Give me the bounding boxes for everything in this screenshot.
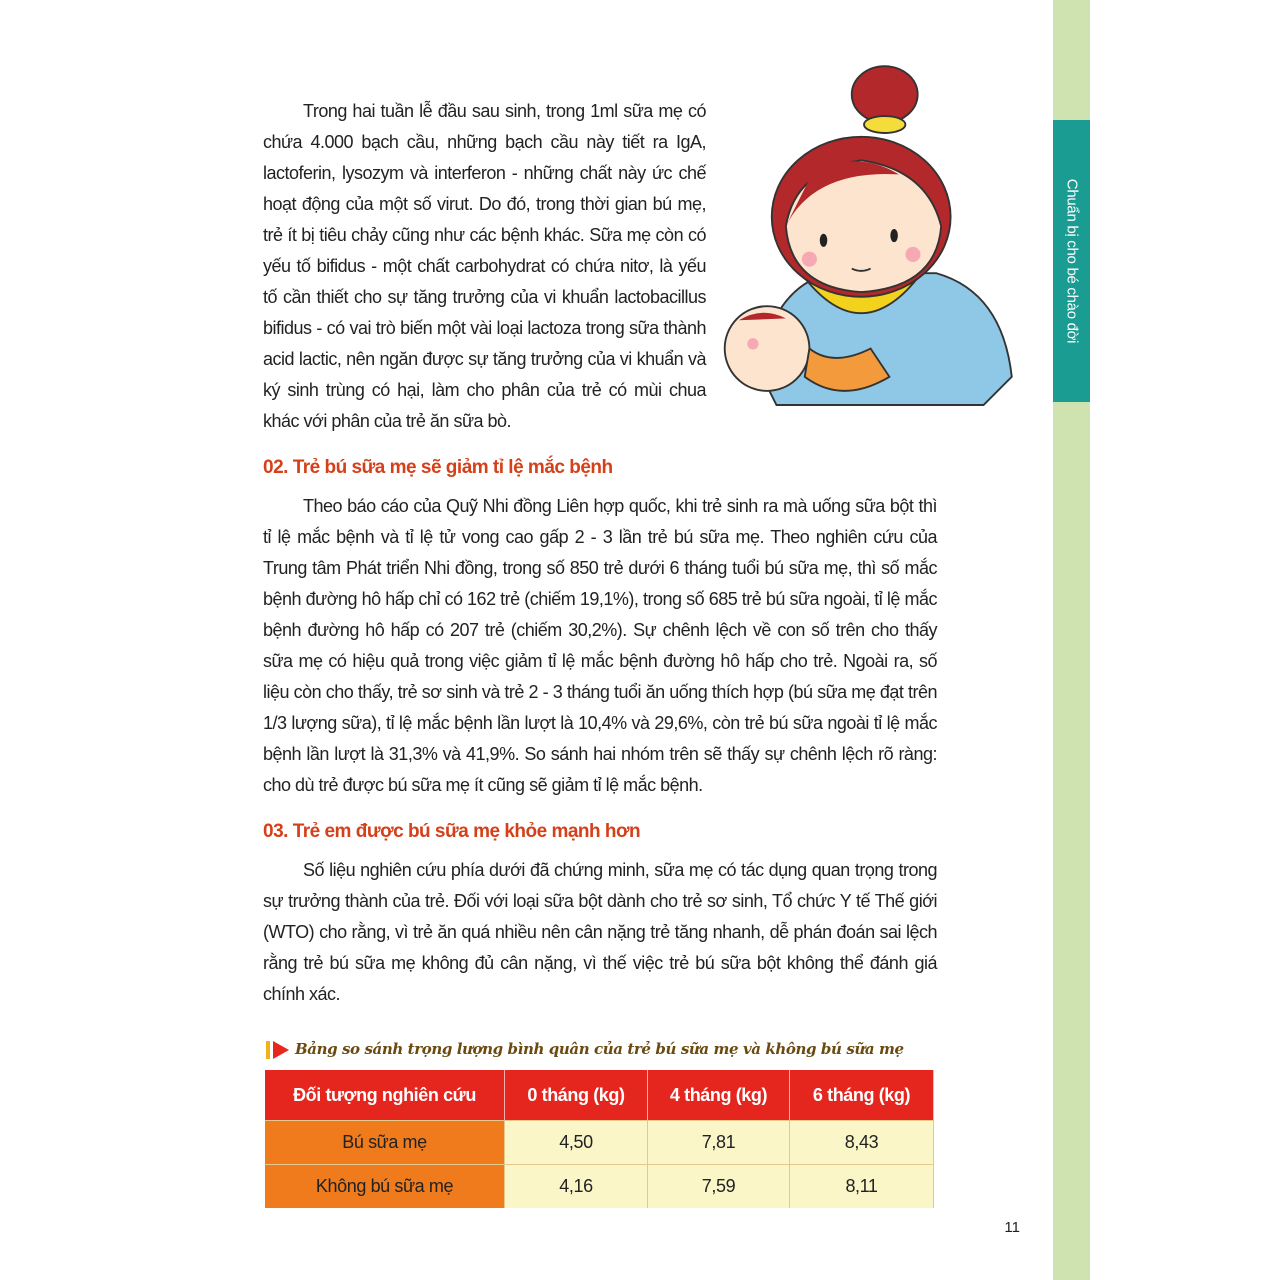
row-header-cell: Không bú sữa mẹ [265, 1165, 505, 1209]
header-cell: 0 tháng (kg) [505, 1070, 648, 1121]
text-line: Theo báo cáo của Quỹ Nhi đồng Liên hợp quốc, khi trẻ sinh ra mà uống sữa bột thì tỉ [263, 496, 937, 547]
text-line: Trong hai tuần lễ đầu sau sinh, trong 1ml sữa mẹ có chứa [263, 101, 706, 152]
weight-comparison-table [265, 1070, 934, 1208]
text-line: tâm Phát triển Nhi đồng, trong số 850 trẻ dưới 6 tháng tuổi bú sữa mẹ, thì số mắc bệnh [263, 558, 937, 609]
text-line: ngăn được sự tăng trưởng của vi khuẩn và ký sinh trùng [263, 349, 706, 400]
text-line: tăng trưởng của vi khuẩn lactobacillus bifidus - có vai trò [263, 287, 706, 338]
content-column [263, 0, 1040, 1238]
text-line: bú sữa mẹ không đủ cân nặng, vì thế việc trẻ bú sữa bột không thể đánh giá chính xác. [263, 953, 937, 1004]
text-line: trưởng thành của trẻ. Đối với loại sữa bột dành cho trẻ sơ sinh, Tổ chức Y tế Thế giới (WTO) [263, 891, 937, 942]
table-header-row [265, 1070, 934, 1121]
table-caption [265, 1038, 1040, 1060]
text-line: lysozym và interferon - những chất này ức chế hoạt động của [263, 163, 706, 214]
chapter-side-tab [1053, 120, 1090, 402]
text-line: đường hô hấp có 207 trẻ (chiếm 30,2%). Sự chênh lệch về con số trên cho thấy sữa mẹ có [263, 620, 937, 671]
text-line: của trẻ ăn sữa bò. [373, 411, 512, 431]
text-line: lượt là 31,3% và 41,9%. So sánh hai nhóm trên sẽ thấy sự chênh lệch rõ ràng: cho dù trẻ [263, 744, 937, 795]
section-03-heading: 03. Trẻ em được bú sữa mẹ khỏe mạnh hơn [263, 821, 641, 842]
header-cell: Đối tượng nghiên cứu [265, 1070, 505, 1121]
text-line: thấy, trẻ sơ sinh và trẻ 2 - 3 tháng tuổi ăn uống thích hợp (bú sữa mẹ đạt trên 1/3 lượng [263, 682, 937, 733]
text-line: cho rằng, vì trẻ ăn quá nhiều nên cân nặng trẻ tăng nhanh, dễ phán đoán sai lệch rằng trẻ [263, 922, 937, 973]
header-cell: 4 tháng (kg) [648, 1070, 790, 1121]
table-row [265, 1165, 934, 1209]
section-03 [263, 819, 937, 1010]
table-cell: 7,81 [648, 1121, 790, 1165]
table-cell: 4,16 [505, 1165, 648, 1209]
header-cell: 6 tháng (kg) [790, 1070, 934, 1121]
page-number: 11 [1004, 1219, 1020, 1236]
text-line: lệ mắc bệnh và tỉ lệ tử vong cao gấp 2 - 3 lần trẻ bú sữa mẹ. Theo nghiên cứu của Trung [263, 527, 937, 578]
text-line: có hại, làm cho phân của trẻ có mùi chua khác với phân [263, 380, 706, 431]
table-cell: 7,59 [648, 1165, 790, 1209]
text-line: hiệu quả trong việc giảm tỉ lệ mắc bệnh đường hô hấp cho trẻ. Ngoài ra, số liệu còn cho [263, 651, 938, 702]
section-03-paragraph [263, 855, 937, 1010]
text-line: một số virut. Do đó, trong thời gian bú mẹ, trẻ ít bị tiêu chảy [263, 194, 706, 245]
text-line: chất carbohydrat có chứa nitơ, là yếu tố cần thiết cho sự [263, 256, 706, 307]
section-02-heading: 02. Trẻ bú sữa mẹ sẽ giảm tỉ lệ mắc bệnh [263, 457, 613, 478]
text-line: 4.000 bạch cầu, những bạch cầu này tiết ra IgA, lactoferin, [263, 132, 706, 183]
mother-breastfeeding-illustration [720, 60, 1040, 430]
table-caption-text: Bảng so sánh trọng lượng bình quân của trẻ bú sữa mẹ và không bú sữa mẹ [295, 1040, 904, 1058]
text-line: biến một vài loại lactoza trong sữa thành acid lactic, nên [263, 318, 706, 369]
table-row [265, 1121, 934, 1165]
table-cell: 8,43 [790, 1121, 934, 1165]
text-line: đường hô hấp chỉ có 162 trẻ (chiếm 19,1%), trong số 685 trẻ bú sữa ngoài, tỉ lệ mắc bệnh [263, 589, 937, 640]
section-02-paragraph [263, 491, 937, 801]
table-cell: 4,50 [505, 1121, 648, 1165]
chapter-tab-label: Chuẩn bị cho bé chào đời [1063, 178, 1080, 344]
caption-arrow-icon [273, 1041, 289, 1059]
text-line: được bú sữa mẹ ít cũng sẽ giảm tỉ lệ mắc bệnh. [342, 775, 703, 795]
text-line: sữa), tỉ lệ mắc bệnh lần lượt là 10,4% và 29,6%, còn trẻ bú sữa ngoài tỉ lệ mắc bệnh lần [263, 713, 937, 764]
table-cell: 8,11 [790, 1165, 934, 1209]
text-line: Số liệu nghiên cứu phía dưới đã chứng minh, sữa mẹ có tác dụng quan trọng trong sự [263, 860, 937, 911]
text-line: cũng như các bệnh khác. Sữa mẹ còn có yếu tố bifidus - một [263, 225, 706, 276]
section-02 [263, 455, 937, 801]
row-header-cell: Bú sữa mẹ [265, 1121, 505, 1165]
